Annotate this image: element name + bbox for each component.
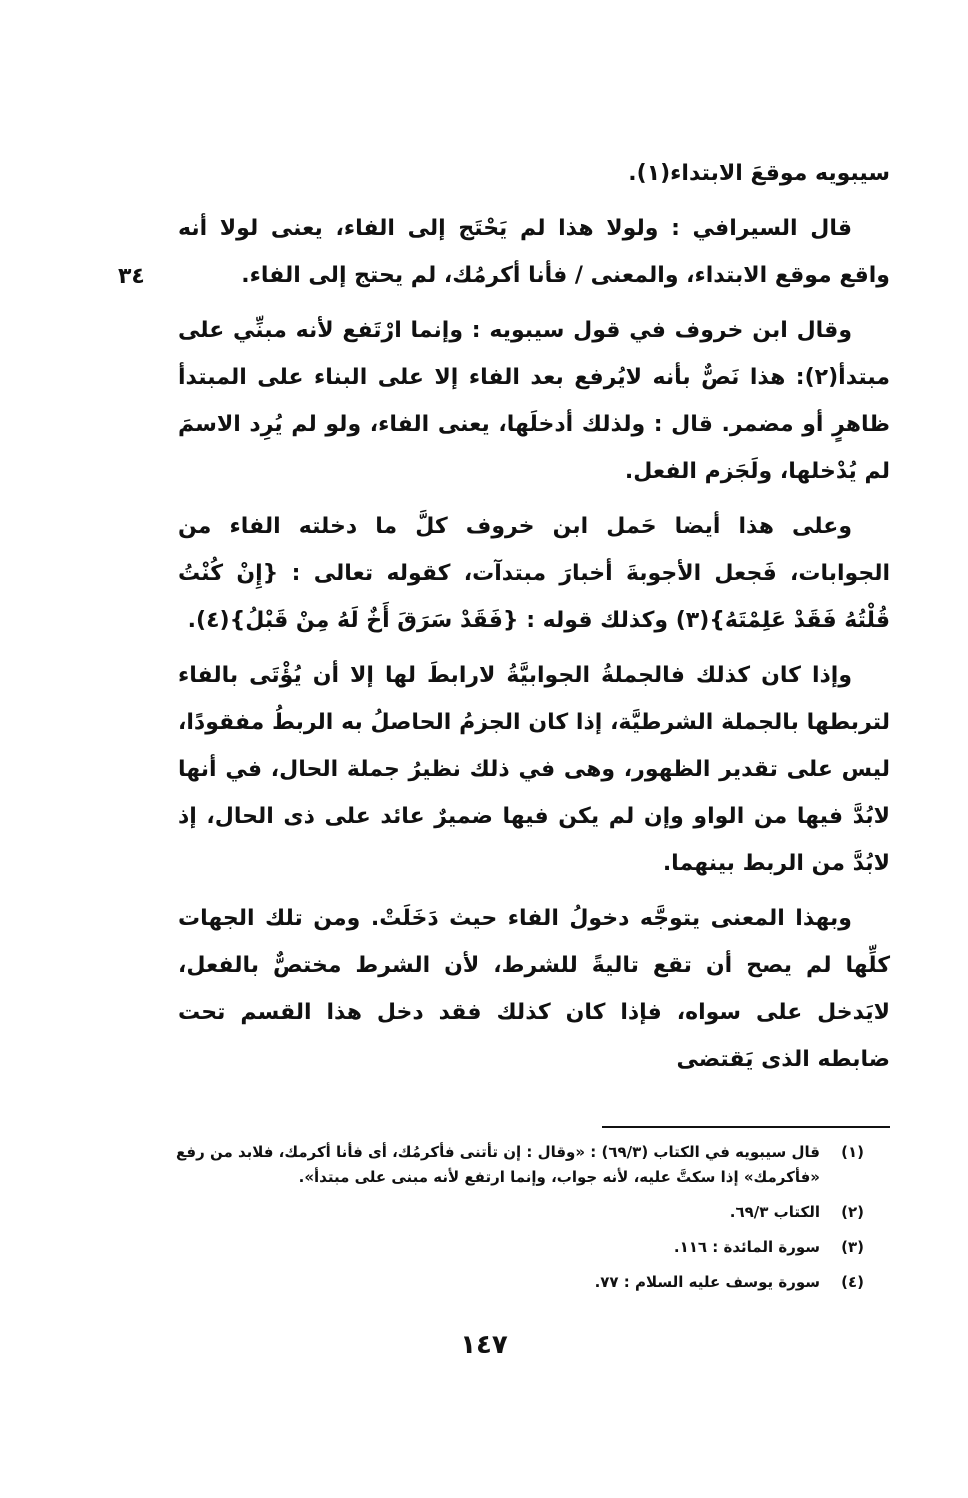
footnote-item [112, 1235, 864, 1260]
footnotes [112, 1140, 864, 1305]
main-text [178, 150, 890, 1091]
footnote-number: (٤) [841, 1273, 864, 1291]
footnote-item [112, 1200, 864, 1225]
paragraph-ibn-kharuf: وقال ابن خروف في قول سيبويه : وإنما ارْتَفع لأنه مبنِّي على مبتدأ(٢): هذا نَصٌّ بأنه لايُرفع بعد الفاء إلا على البناء على المبتدأ ظاهرٍ أو مضمر. قال : ولذلك أدخلَها، يعنى الفاء، ولو لم يُرِد الاسمَ لم يُدْخلها، ولَجَزم الفعل. [178, 318, 890, 484]
page-number: ١٤٧ [460, 1330, 508, 1360]
paragraph-conclusion: وبهذا المعنى يتوجَّه دخولُ الفاء حيث دَخَلَتْ. ومن تلك الجهات كلِّها لم يصح أن تقع تاليةً للشرط، لأن الشرط مختصٌّ بالفعل، لايَدخل على سواه، فإذا كان كذلك فقد دخل هذا القسم تحت ضابطه الذى يَقتضى [178, 906, 890, 1072]
paragraph-sirafi: قال السيرافي : ولولا هذا لم يَحْتَج إلى الفاء، يعنى لولا أنه واقع موقع الابتداء، والمعنى / فأنا أكرمُك، لم يحتج إلى الفاء. [178, 216, 890, 288]
footnote-item [112, 1140, 864, 1190]
footnote-number: (٣) [841, 1238, 864, 1256]
footnote-text: سورة يوسف عليه السلام : ٧٧. [594, 1273, 820, 1291]
paragraph-answers: وعلى هذا أيضا حَمل ابن خروف كلَّ ما دخلته الفاء من الجوابات، فَجعل الأجوبةَ أخبارَ مبتدآت، كقوله تعالى : {إِنْ كُنْتُ قُلْتُهُ فَقَدْ عَلِمْتَهُ}(٣) وكذلك قوله : {فَقَدْ سَرَقَ أَخٌ لَهُ مِنْ قَبْلُ}(٤). [178, 514, 890, 633]
footnote-text: الكتاب ٦٩/٣. [729, 1203, 820, 1221]
footnote-item [112, 1270, 864, 1295]
footnote-text: سورة المائدة : ١١٦. [673, 1238, 820, 1256]
footnote-number: (١) [841, 1143, 864, 1161]
footnote-text: قال سيبويه في الكتاب (٦٩/٣) : «وقال : إن تأتنى فأكرمُك، أى فأنا أكرمك، فلابد من رفع «فأكرمك» إذا سكتَّ عليه، لأنه جواب، وإنما ارتفع لأنه مبنى على مبتدأ». [176, 1143, 820, 1186]
margin-page-reference: ٣٤ [118, 264, 145, 289]
paragraph-answer-clause: وإذا كان كذلك فالجملةُ الجوابيَّةُ لارابطَ لها إلا أن يُؤْتَى بالفاء لتربطها بالجملة الشرطيَّة، إذا كان الجزمُ الحاصلُ به الربطُ مفقودًا، ليس على تقدير الظهور، وهى في ذلك نظيرُ جملة الحال، في أنها لابُدَّ فيها من الواو وإن لم يكن فيها ضميرٌ عائد على ذى الحال، إذ لابُدَّ من الربط بينهما. [178, 663, 890, 876]
paragraph-continuation: سيبويه موقعَ الابتداء(١). [628, 161, 890, 186]
footnote-separator [602, 1126, 890, 1128]
footnote-number: (٢) [841, 1203, 864, 1221]
